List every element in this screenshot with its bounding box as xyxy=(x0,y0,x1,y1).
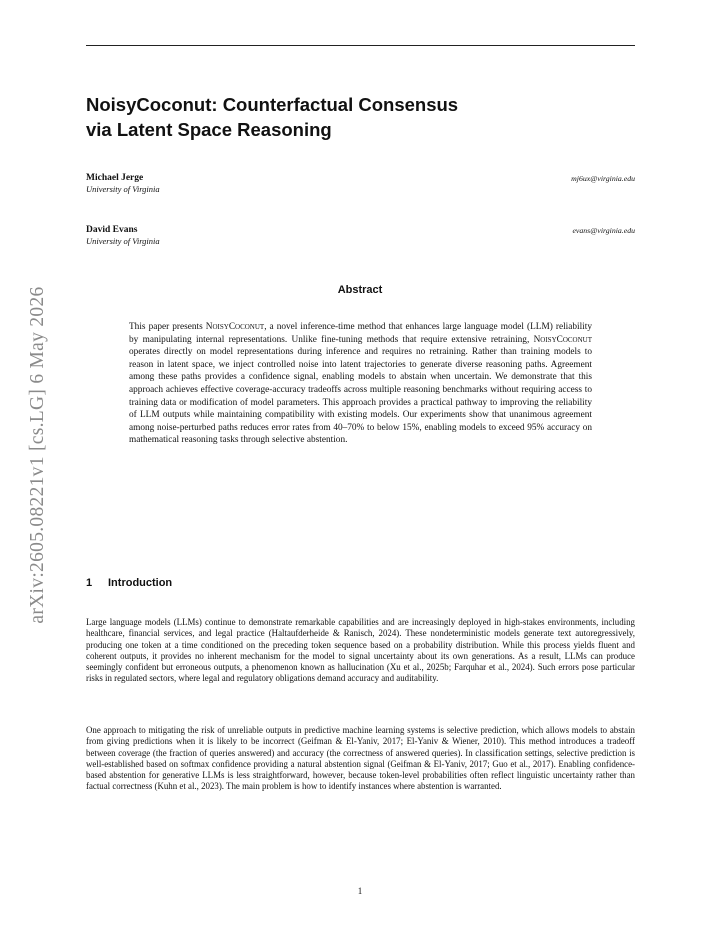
body-paragraph: Large language models (LLMs) continue to demonstrate remarkable capabilities and are increasingly deployed in high-stakes environments, including healthcare, financial services, and legal practice (Haltaufderheide & Ranisch, 2024). These nondeterministic models generate text autoregressively, producing one token at a time conditioned on the preceding token sequence based on a probability distribution. While this process yields fluent and coherent outputs, it provides no inherent mechanism for the model to signal uncertainty about its own generations. As a result, LLMs can produce seemingly confident but erroneous outputs, a phenomenon known as hallucination (Xu et al., 2025b; Farquhar et al., 2024). Such errors pose particular risks in regulated sectors, where legal and regulatory obligations demand accuracy and auditability. xyxy=(86,617,635,684)
author-name: Michael Jerge xyxy=(86,173,144,183)
abstract-body xyxy=(129,321,592,447)
section-heading xyxy=(86,577,172,589)
author-email: mj6ux@virginia.edu xyxy=(571,174,635,183)
title-line-1: NoisyCoconut: Counterfactual Consensus xyxy=(86,94,459,115)
method-name: NoisyCoconut xyxy=(533,334,592,345)
paper-title xyxy=(86,92,646,142)
body-paragraph: One approach to mitigating the risk of unreliable outputs in predictive machine learning systems is selective prediction, which allows models to abstain from giving predictions when it is likely to be incorrect (Geifman & El-Yaniv, 2017; El-Yaniv & Wiener, 2010). This method introduces a tradeoff between coverage (the fraction of queries answered) and accuracy (the correctness of answered queries). In classification settings, selective prediction is well-established based on softmax confidence providing a natural abstention signal (Geifman & El-Yaniv, 2017; Guo et al., 2017). Enabling confidence-based abstention for generative LLMs is less straightforward, however, because token-level probabilities often reflect linguistic uncertainty rather than factual correctness (Kuhn et al., 2023). The main problem is how to identify instances where abstention is warranted. xyxy=(86,725,635,792)
method-name: NoisyCoconut xyxy=(205,322,265,332)
page-number: 1 xyxy=(357,886,363,896)
abstract-text-segment: operates directly on model representations during inference and requires no retraining. Rather than training models to reason in latent space, we inject controlled noise into latent trajectories to generate diverse reasoning paths. Agreement among these paths provides a confidence signal, enabling models to abstain when uncertain. We demonstrate that this approach achieves effective coverage-accuracy tradeoffs across multiple reasoning benchmarks without requiring access to training data or modification of model parameters. This approach provides a practical pathway to improving the reliability of LLM outputs while maintaining compatibility with existing models. Our experiments show that unanimous agreement among noise-perturbed paths reduces error rates from 40–70% to below 15%, enabling models to exceed 95% accuracy on mathematical reasoning tasks through selective abstention. xyxy=(129,347,592,446)
author-affiliation: University of Virginia xyxy=(86,184,160,194)
author-block-2 xyxy=(86,225,635,246)
abstract-text-segment: , a novel inference-time method that enhances large language model (LLM) reliability by manipulating internal representations. Unlike fine-tuning methods that require extensive retraining, xyxy=(129,322,592,345)
author-affiliation: University of Virginia xyxy=(86,236,160,246)
section-title: Introduction xyxy=(108,577,173,589)
abstract-text-segment: This paper presents xyxy=(129,322,206,332)
arxiv-identifier: arXiv:2605.08221v1 [cs.LG] 6 May 2026 xyxy=(27,286,48,624)
author-name: David Evans xyxy=(86,225,138,235)
title-line-2: via Latent Space Reasoning xyxy=(86,119,332,140)
top-rule xyxy=(86,45,635,46)
author-block-1 xyxy=(86,173,635,194)
author-email: evans@virginia.edu xyxy=(572,226,635,235)
abstract-heading: Abstract xyxy=(337,284,383,296)
section-number: 1 xyxy=(86,577,93,589)
